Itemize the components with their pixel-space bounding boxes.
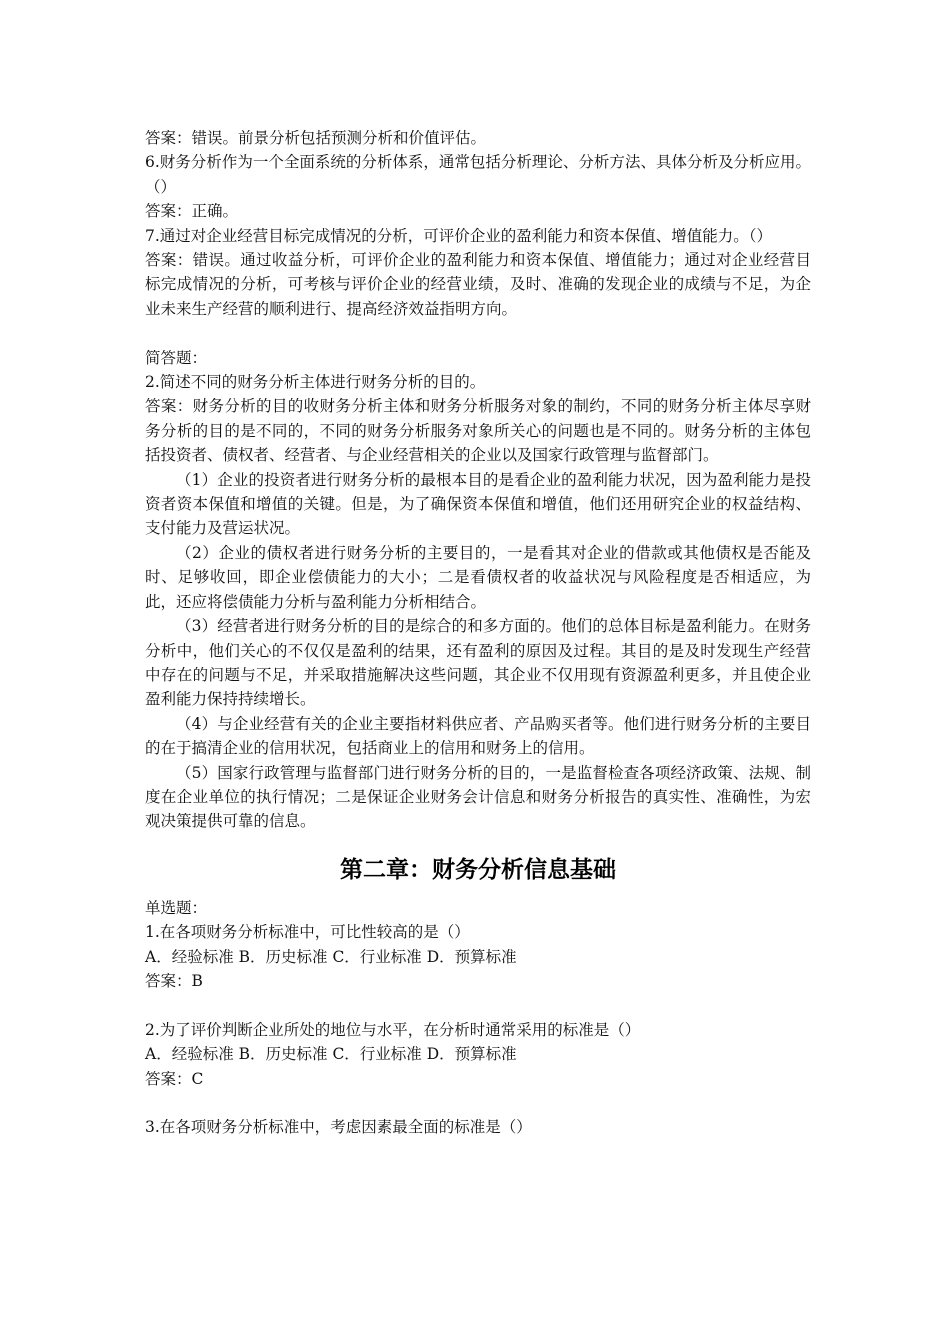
answer-item-2: （2）企业的债权者进行财务分析的主要目的，一是看其对企业的借款或其他债权是否能及时、足够收回，即企业偿债能力的大小；二是看债权者的收益状况与风险程度是否相适应，为此，还应将偿债能力分析与盈利能力分析相结合。 [145, 543, 811, 611]
answer-paragraph: 答案：正确。 [145, 202, 239, 221]
question-paragraph: 1.在各项财务分析标准中，可比性较高的是（） [145, 923, 470, 942]
answer-item-3: （3）经营者进行财务分析的目的是综合的和多方面的。他们的总体目标是盈利能力。在财务分析中，他们关心的不仅仅是盈利的结果，还有盈利的原因及过程。其目的是及时发现生产经营中存在的问题与不足，并采取措施解决这些问题，其企业不仅用现有资源盈利更多，并且使企业盈利能力保持持续增长。 [145, 617, 811, 709]
section-heading: 简答题： [145, 348, 208, 367]
blank-line [145, 321, 811, 345]
options-line: A．经验标准 B．历史标准 C．行业标准 D．预算标准 [145, 947, 517, 966]
answer-paragraph: 答案：错误。前景分析包括预测分析和价值评估。 [145, 129, 487, 147]
answer-item-1: （1）企业的投资者进行财务分析的最根本目的是看企业的盈利能力状况，因为盈利能力是投资者资本保值和增值的关键。但是，为了确保资本保值和增值，他们还用研究企业的权益结构、支付能力及营运状况。 [145, 470, 811, 538]
blank-line [145, 993, 811, 1017]
question-paragraph: 3.在各项财务分析标准中，考虑因素最全面的标准是（） [145, 1118, 532, 1137]
chapter-title: 第二章：财务分析信息基础 [340, 856, 616, 883]
question-paragraph: 2.为了评价判断企业所处的地位与水平，在分析时通常采用的标准是（） [145, 1020, 641, 1039]
document-page [145, 126, 811, 1140]
answer-item-4: （4）与企业经营有关的企业主要指材料供应者、产品购买者等。他们进行财务分析的主要目的在于搞清企业的信用状况，包括商业上的信用和财务上的信用。 [145, 714, 811, 758]
answer-item-5: （5）国家行政管理与监督部门进行财务分析的目的，一是监督检查各项经济政策、法规、制度在企业单位的执行情况；二是保证企业财务会计信息和财务分析报告的真实性、准确性，为宏观决策提供可靠的信息。 [145, 763, 811, 831]
question-paragraph: 7.通过对企业经营目标完成情况的分析，可评价企业的盈利能力和资本保值、增值能力。（） [145, 226, 773, 245]
question-paragraph: 6.财务分析作为一个全面系统的分析体系，通常包括分析理论、分析方法、具体分析及分析应用。（） [145, 153, 811, 196]
answer-paragraph: 答案：财务分析的目的收财务分析主体和财务分析服务对象的制约，不同的财务分析主体尽享财务分析的目的是不同的，不同的财务分析服务对象所关心的问题也是不同的。财务分析的主体包括投资者、债权者、经营者、与企业经营相关的企业以及国家行政管理与监督部门。 [145, 397, 811, 465]
options-line: A．经验标准 B．历史标准 C．行业标准 D．预算标准 [145, 1045, 517, 1064]
answer-paragraph: 答案：错误。通过收益分析，可评价企业的盈利能力和资本保值、增值能力；通过对企业经营目标完成情况的分析，可考核与评价企业的经营业绩，及时、准确的发现企业的成绩与不足，为企业未来生产经营的顺利进行、提高经济效益指明方向。 [145, 251, 811, 318]
section-heading: 单选题： [145, 898, 208, 917]
answer-paragraph: 答案：B [145, 971, 203, 990]
blank-line [145, 1091, 811, 1115]
answer-paragraph: 答案：C [145, 1069, 204, 1088]
question-paragraph: 2.简述不同的财务分析主体进行财务分析的目的。 [145, 373, 486, 392]
